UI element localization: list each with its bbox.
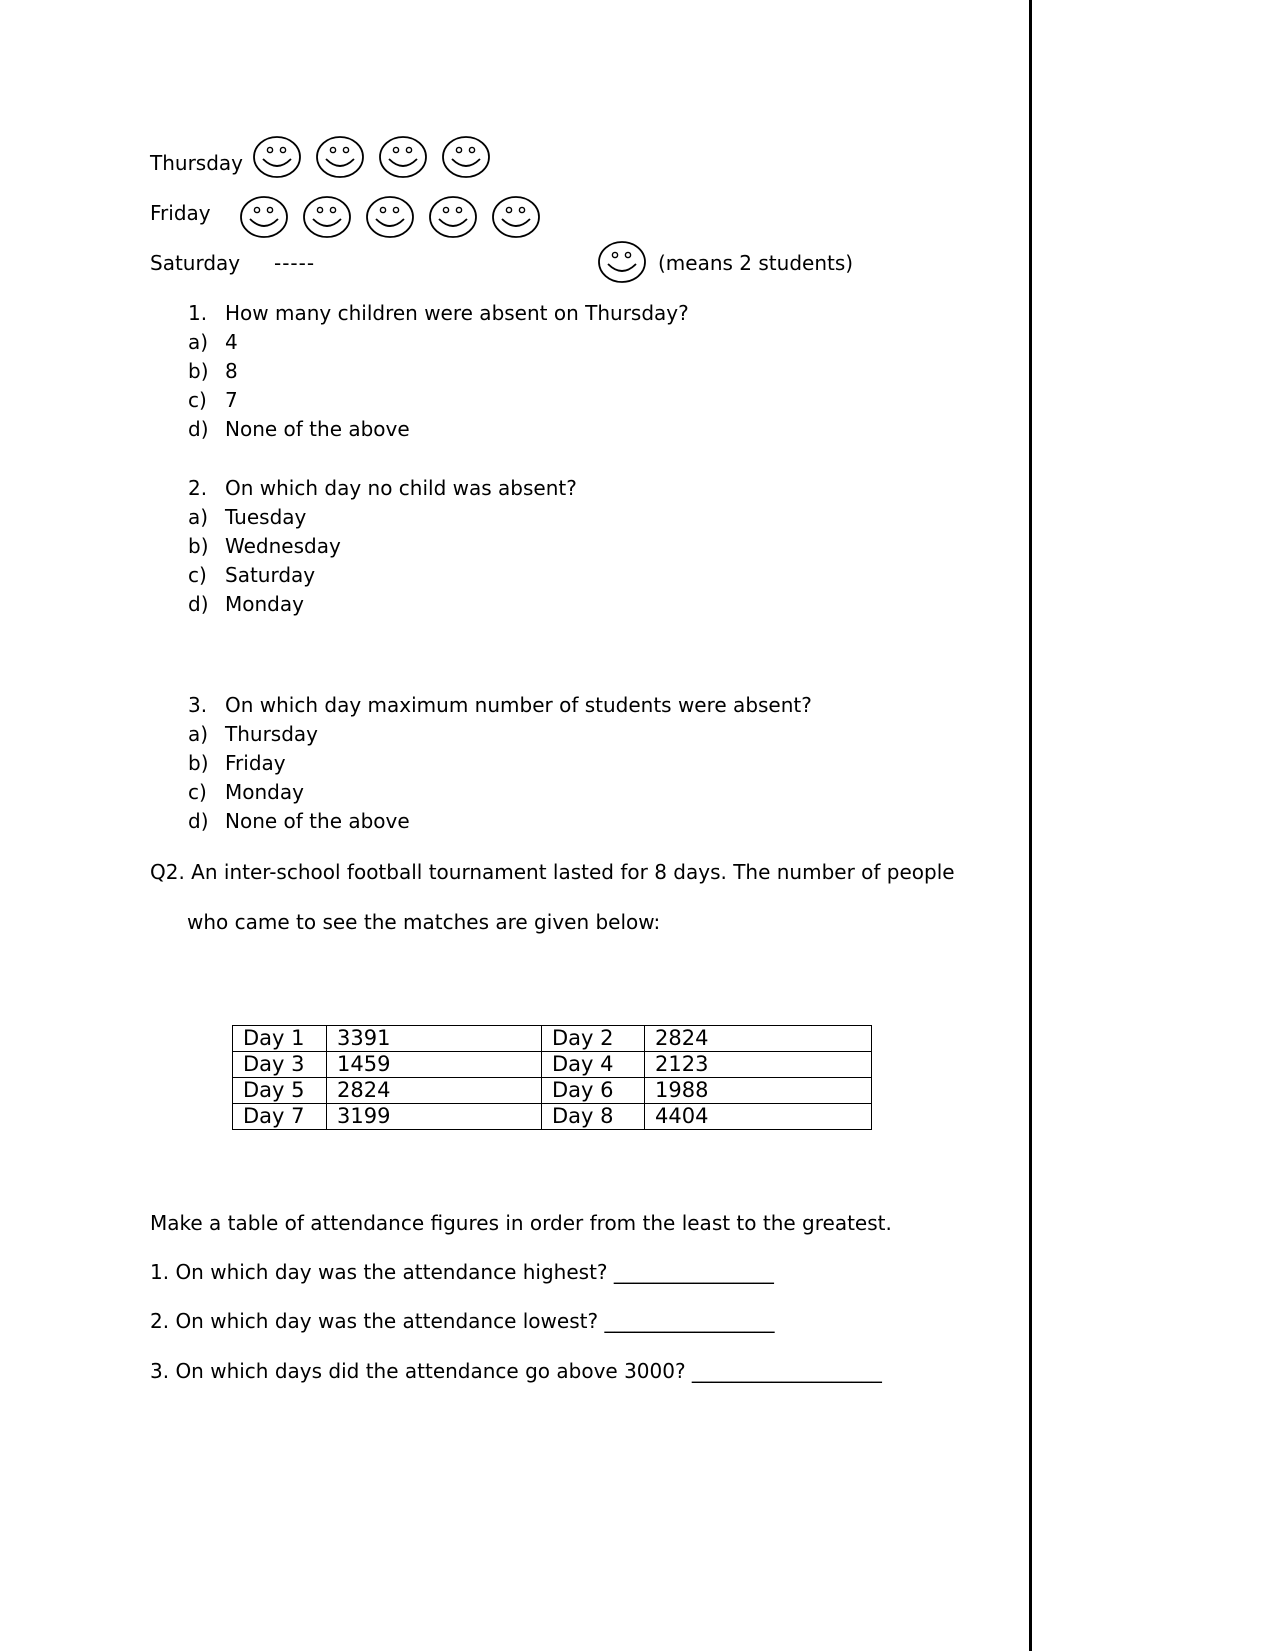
option-text: Wednesday — [225, 534, 341, 558]
attendance-cell: 3391 — [327, 1026, 542, 1052]
attendance-cell: 4404 — [645, 1104, 872, 1130]
pictograph-key-text: (means 2 students) — [658, 251, 854, 275]
attendance-table — [232, 1025, 872, 1130]
option-text: 7 — [225, 388, 238, 412]
answer-option — [188, 507, 306, 527]
day-cell: Day 5 — [233, 1078, 327, 1104]
question-number: 1. — [188, 301, 208, 325]
answer-option — [188, 782, 304, 802]
smiley-face-icon — [441, 135, 491, 179]
option-text: Monday — [225, 780, 304, 804]
question-number: 2. — [188, 476, 208, 500]
q2-subquestion-1: 1. On which day was the attendance highest? ________________ — [150, 1260, 774, 1284]
answer-option — [188, 332, 238, 352]
smiley-face-icon — [491, 195, 541, 239]
pictograph-label-thursday: Thursday — [150, 151, 243, 175]
option-letter: d) — [188, 417, 209, 441]
q2-intro-line2: who came to see the matches are given below: — [187, 910, 661, 934]
answer-option — [188, 811, 410, 831]
option-letter: a) — [188, 330, 209, 354]
smiley-face-icon — [302, 195, 352, 239]
answer-option — [188, 390, 238, 410]
day-cell: Day 2 — [542, 1026, 645, 1052]
day-cell: Day 6 — [542, 1078, 645, 1104]
question-text — [188, 695, 812, 715]
question-number: 3. — [188, 693, 208, 717]
answer-option — [188, 565, 315, 585]
day-cell: Day 4 — [542, 1052, 645, 1078]
key-smiley-face-icon — [597, 240, 647, 284]
attendance-cell: 3199 — [327, 1104, 542, 1130]
option-text: Tuesday — [225, 505, 307, 529]
day-cell: Day 7 — [233, 1104, 327, 1130]
question-text — [188, 303, 689, 323]
question-label: On which day no child was absent? — [225, 476, 577, 500]
q2-intro-line1: Q2. An inter-school football tournament lasted for 8 days. The number of people — [150, 860, 955, 884]
answer-option — [188, 536, 341, 556]
pictograph-label-saturday: Saturday — [150, 251, 241, 275]
q2-instruction: Make a table of attendance figures in order from the least to the greatest. — [150, 1211, 892, 1235]
attendance-cell: 2824 — [327, 1078, 542, 1104]
option-letter: b) — [188, 751, 209, 775]
attendance-cell: 1459 — [327, 1052, 542, 1078]
table-row — [233, 1078, 872, 1104]
smiley-face-icon — [428, 195, 478, 239]
option-text: Thursday — [225, 722, 318, 746]
option-letter: c) — [188, 780, 207, 804]
option-letter: b) — [188, 359, 209, 383]
question-label: How many children were absent on Thursday? — [225, 301, 689, 325]
attendance-cell: 1988 — [645, 1078, 872, 1104]
attendance-cell: 2824 — [645, 1026, 872, 1052]
option-letter: a) — [188, 722, 209, 746]
smiley-face-icon — [239, 195, 289, 239]
day-cell: Day 3 — [233, 1052, 327, 1078]
day-cell: Day 8 — [542, 1104, 645, 1130]
option-letter: d) — [188, 809, 209, 833]
option-letter: a) — [188, 505, 209, 529]
attendance-cell: 2123 — [645, 1052, 872, 1078]
smiley-face-icon — [365, 195, 415, 239]
question-text — [188, 478, 577, 498]
option-text: None of the above — [225, 417, 410, 441]
option-letter: c) — [188, 388, 207, 412]
answer-option — [188, 361, 238, 381]
answer-option — [188, 724, 318, 744]
option-text: None of the above — [225, 809, 410, 833]
option-text: Friday — [225, 751, 286, 775]
table-row — [233, 1052, 872, 1078]
option-text: Saturday — [225, 563, 316, 587]
answer-option — [188, 594, 304, 614]
q2-subquestion-2: 2. On which day was the attendance lowest? _________________ — [150, 1309, 775, 1333]
pictograph-saturday-dashes: ----- — [274, 251, 316, 275]
page-border-line — [1029, 0, 1032, 1651]
option-letter: c) — [188, 563, 207, 587]
smiley-face-icon — [315, 135, 365, 179]
option-letter: d) — [188, 592, 209, 616]
question-label: On which day maximum number of students were absent? — [225, 693, 812, 717]
option-text: 8 — [225, 359, 238, 383]
answer-option — [188, 419, 410, 439]
table-row — [233, 1026, 872, 1052]
q2-subquestion-3: 3. On which days did the attendance go above 3000? ___________________ — [150, 1359, 882, 1383]
answer-option — [188, 753, 286, 773]
day-cell: Day 1 — [233, 1026, 327, 1052]
smiley-face-icon — [252, 135, 302, 179]
table-row — [233, 1104, 872, 1130]
option-letter: b) — [188, 534, 209, 558]
option-text: Monday — [225, 592, 304, 616]
smiley-face-icon — [378, 135, 428, 179]
option-text: 4 — [225, 330, 238, 354]
pictograph-label-friday: Friday — [150, 201, 211, 225]
